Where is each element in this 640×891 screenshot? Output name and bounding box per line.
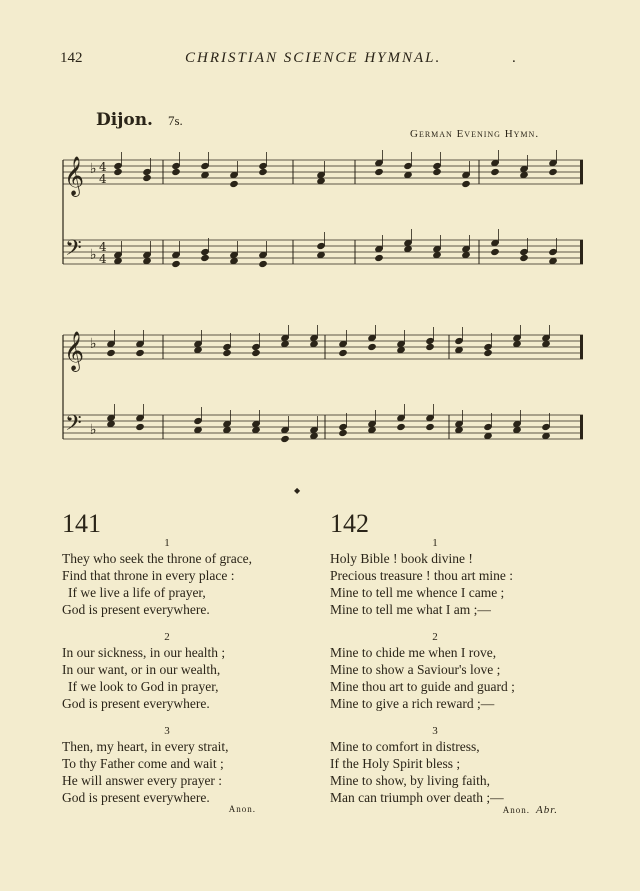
treble-clef-icon: 𝄞 (64, 331, 85, 371)
hymn-line: Find that throne in every place : (62, 568, 235, 583)
stanza-number: 3 (432, 725, 438, 737)
stanza-number: 2 (432, 631, 438, 643)
end-bar (580, 415, 583, 439)
stanza-number: 3 (164, 725, 170, 737)
hymn-line: Then, my heart, in every strait, (62, 739, 229, 754)
note-head (258, 260, 268, 268)
stanza (62, 536, 312, 618)
note-head (548, 168, 558, 176)
hymn-line: To thy Father come and wait ; (62, 756, 224, 771)
note-head (280, 435, 290, 443)
score-system-1 (55, 150, 590, 280)
note-head (432, 168, 442, 176)
flat-icon: ♭ (90, 247, 97, 263)
section-ornament: ◆ (294, 486, 301, 495)
hymn-line: In our want, or in our wealth, (62, 662, 221, 677)
note-head (367, 343, 377, 351)
note-head (490, 168, 500, 176)
note-head (425, 423, 435, 431)
hymn-line: God is present everywhere. (62, 696, 210, 711)
tune-name: Dijon. (96, 110, 153, 130)
hymn-line: God is present everywhere. (62, 602, 210, 617)
note-head (106, 349, 116, 357)
tune-source: German Evening Hymn. (410, 128, 540, 140)
note-head (425, 343, 435, 351)
note-head (461, 180, 471, 188)
stanza (330, 724, 580, 806)
header-ornament: . (512, 50, 516, 66)
time-signature-top: 4 (99, 240, 107, 254)
note-head (338, 429, 348, 437)
hymn-number: 142 (330, 509, 369, 538)
end-bar (580, 240, 583, 264)
music-notation-2 (55, 325, 590, 455)
stanza-number: 2 (164, 631, 170, 643)
hymn-141 (62, 510, 312, 814)
stanza (330, 536, 580, 618)
note-head (251, 349, 261, 357)
note-head (200, 254, 210, 262)
note-head (171, 260, 181, 268)
hymn-line: Man can triumph over death ;— (330, 790, 504, 805)
bass-clef-icon: 𝄢 (65, 411, 82, 441)
hymn-line: In our sickness, in our health ; (62, 645, 226, 660)
stanza (62, 630, 312, 712)
hymn-line: Mine to chide me when I rove, (330, 645, 497, 660)
note-head (222, 349, 232, 357)
end-bar (580, 335, 583, 359)
time-signature-top: 4 (99, 160, 107, 174)
hymn-142 (330, 510, 580, 816)
hymn-line: Mine to show a Saviour's love ; (330, 662, 501, 677)
note-head (171, 168, 181, 176)
treble-clef-icon: 𝄞 (64, 156, 85, 196)
running-head: CHRISTIAN SCIENCE HYMNAL. (185, 50, 442, 66)
hymn-line: God is present everywhere. (62, 790, 210, 805)
hymn-line: They who seek the throne of grace, (62, 551, 253, 566)
hymn-line: Mine thou art to guide and guard ; (330, 679, 515, 694)
note-head (229, 180, 239, 188)
time-signature-bottom: 4 (99, 172, 107, 186)
stanza (330, 630, 580, 712)
bass-clef-icon: 𝄢 (65, 236, 82, 266)
time-signature-bottom: 4 (99, 252, 107, 266)
hymn-line: Mine to show, by living faith, (330, 773, 490, 788)
hymn-line: Holy Bible ! book divine ! (330, 551, 473, 566)
note-head (374, 168, 384, 176)
note-head (483, 349, 493, 357)
score-system-2 (55, 325, 590, 455)
note-head (519, 254, 529, 262)
flat-icon: ♭ (90, 422, 97, 438)
flat-icon: ♭ (90, 161, 97, 177)
hymn-line: He will answer every prayer : (62, 773, 223, 788)
hymn-line: If the Holy Spirit bless ; (330, 756, 461, 771)
stanza-number: 1 (164, 537, 170, 549)
attribution-author: Anon. (502, 805, 530, 815)
note-head (490, 248, 500, 256)
stanza (62, 724, 312, 806)
page-number: 142 (60, 50, 83, 66)
note-head (258, 168, 268, 176)
end-bar (580, 160, 583, 184)
hymn-line: Mine to tell me whence I came ; (330, 585, 505, 600)
attribution-note: Abr. (535, 804, 558, 816)
music-notation-1 (55, 150, 590, 280)
note-head (338, 349, 348, 357)
hymn-line: If we look to God in prayer, (68, 679, 219, 694)
note-head (113, 168, 123, 176)
hymn-number: 141 (62, 509, 101, 538)
tune-meter: 7s. (168, 113, 183, 128)
stanza-number: 1 (432, 537, 438, 549)
note-head (142, 174, 152, 182)
note-head (396, 423, 406, 431)
hymn-line: Mine to tell me what I am ;— (330, 602, 491, 617)
hymn-line: Precious treasure ! thou art mine : (330, 568, 513, 583)
note-head (135, 349, 145, 357)
hymn-line: Mine to give a rich reward ;— (330, 696, 495, 711)
attribution-author: Anon. (228, 804, 256, 814)
flat-icon: ♭ (90, 336, 97, 352)
note-head (135, 423, 145, 431)
note-head (374, 254, 384, 262)
hymn-line: If we live a life of prayer, (68, 585, 206, 600)
hymn-line: Mine to comfort in distress, (330, 739, 480, 754)
